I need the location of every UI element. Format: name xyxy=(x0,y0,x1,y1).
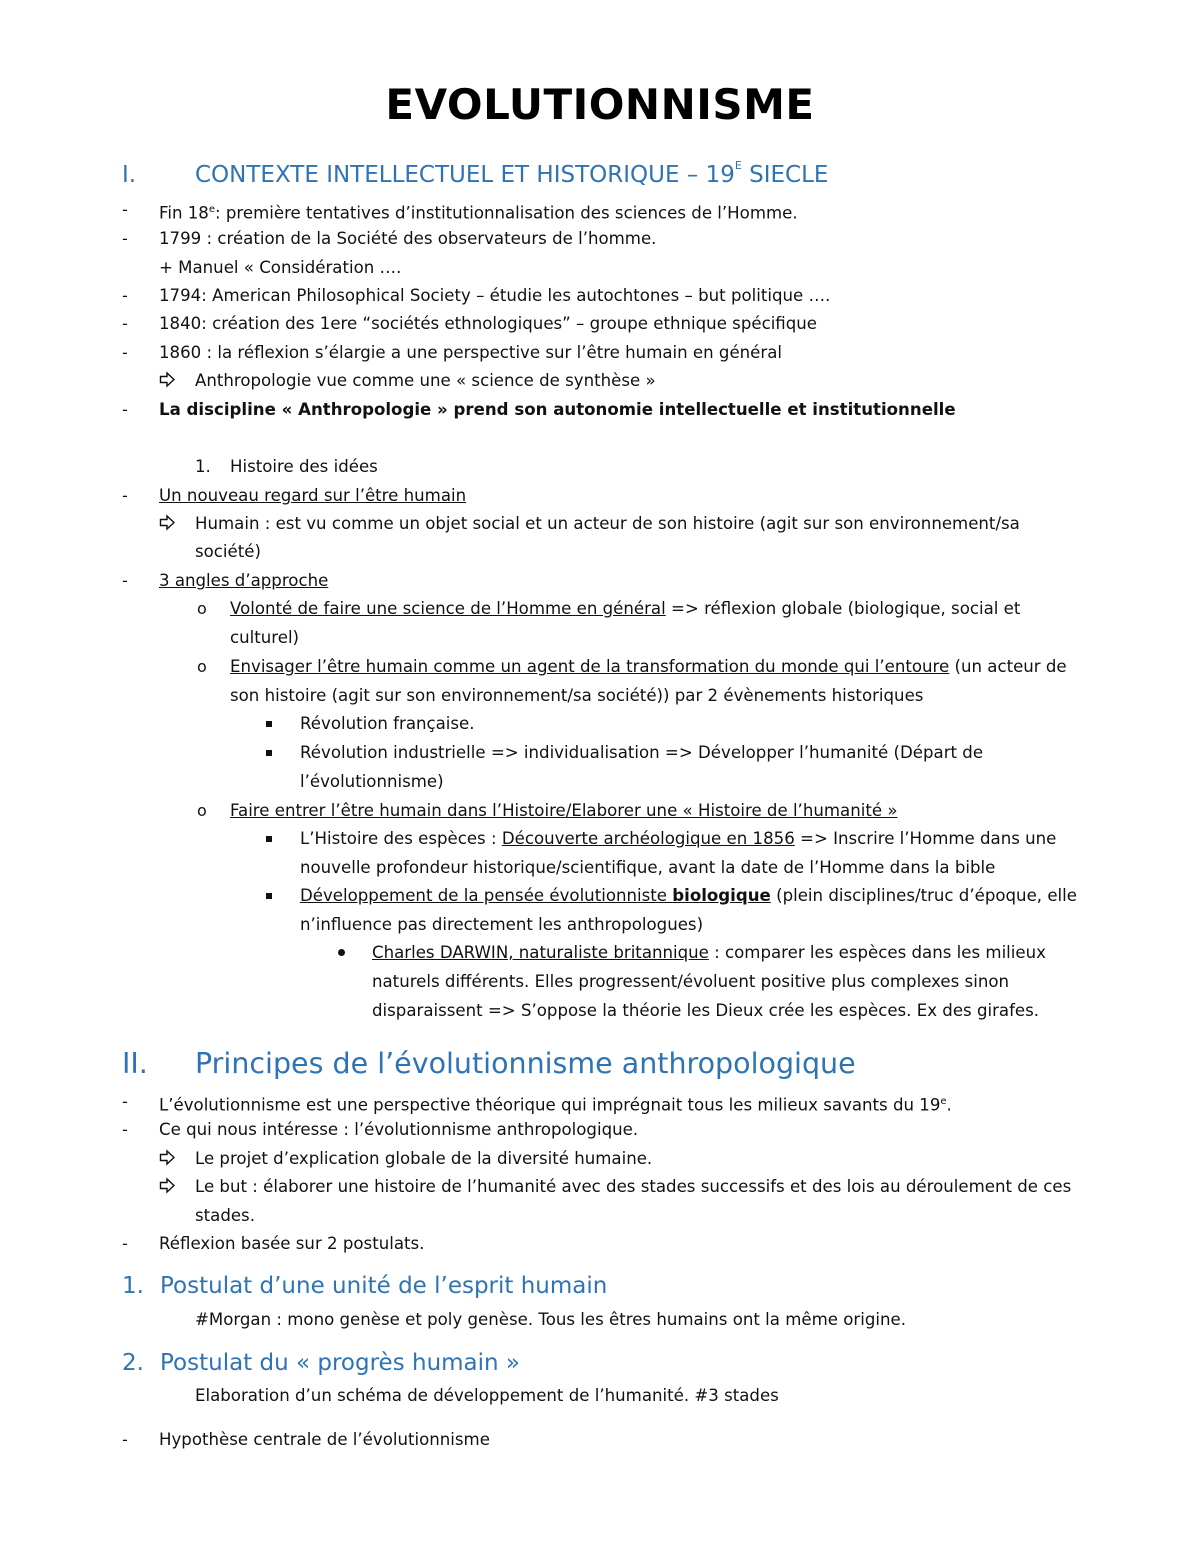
line-volonte-cont: culturel) xyxy=(230,628,300,647)
arrow-right-icon xyxy=(159,1149,176,1166)
document-title: EVOLUTIONNISME xyxy=(385,80,815,129)
line-but: Le but : élaborer une histoire de l’humanité avec des stades successifs et des lois au déroulement de ces xyxy=(195,1177,1072,1196)
dash-marker: - xyxy=(122,486,128,505)
line-ce-qui-interesse: Ce qui nous intéresse : l’évolutionnisme anthropologique. xyxy=(159,1120,639,1139)
dash-marker: - xyxy=(122,314,128,333)
arrow-right-icon xyxy=(159,371,176,388)
line-faire-entrer: Faire entrer l’être humain dans l’Histoire/Elaborer une « Histoire de l’humanité » xyxy=(230,801,898,820)
dash-marker: - xyxy=(122,1092,128,1111)
line-darwin-cont1: naturels différents. Elles progressent/évoluent positive plus complexes sinon xyxy=(372,972,1010,991)
dash-marker: - xyxy=(122,1234,128,1253)
line-1794: 1794: American Philosophical Society – étudie les autochtones – but politique …. xyxy=(159,286,831,305)
line-humain-cont: société) xyxy=(195,542,261,561)
dash-marker: - xyxy=(122,1120,128,1139)
square-bullet-icon xyxy=(266,836,272,842)
arrow-right-icon xyxy=(159,1177,176,1194)
line-darwin-cont2: disparaissent => S’oppose la théorie les Dieux crée les espèces. Ex des girafes. xyxy=(372,1001,1040,1020)
line-developpement: Développement de la pensée évolutionniste biologique (plein disciplines/truc d’époque, elle xyxy=(300,886,1077,905)
section-1-heading: CONTEXTE INTELLECTUEL ET HISTORIQUE – $19^E$ SIECLE xyxy=(195,159,829,188)
dash-marker: - xyxy=(122,200,128,219)
line-histoire-especes: L’Histoire des espèces : Découverte archéologique en 1856 => Inscrire l’Homme dans une xyxy=(300,829,1057,848)
circle-marker: o xyxy=(197,599,207,618)
postulat-1-number: 1. xyxy=(122,1273,144,1299)
postulat-1-heading: Postulat d’une unité de l’esprit humain xyxy=(160,1273,608,1299)
line-revolution-francaise: Révolution française. xyxy=(300,714,475,733)
line-manuel: + Manuel « Considération …. xyxy=(159,258,402,277)
line-nouveau-regard: Un nouveau regard sur l’être humain xyxy=(159,486,467,505)
dash-marker: - xyxy=(122,400,128,419)
square-bullet-icon xyxy=(266,750,272,756)
postulat-2-text: Elaboration d’un schéma de développement de l’humanité. #3 stades xyxy=(195,1386,779,1405)
square-bullet-icon xyxy=(266,721,272,727)
line-1860: 1860 : la réflexion s’élargie a une perspective sur l’être humain en général xyxy=(159,343,782,362)
line-hypothese: Hypothèse centrale de l’évolutionnisme xyxy=(159,1430,490,1449)
square-bullet-icon xyxy=(266,893,272,899)
postulat-2-number: 2. xyxy=(122,1350,144,1376)
line-1840: 1840: création des 1ere “sociétés ethnologiques” – groupe ethnique spécifique xyxy=(159,314,818,333)
line-darwin: Charles DARWIN, naturaliste britannique : comparer les espèces dans les milieux xyxy=(372,943,1046,962)
postulat-2-heading: Postulat du « progrès humain » xyxy=(160,1350,521,1376)
subsection-1-heading: Histoire des idées xyxy=(230,457,378,476)
round-bullet-icon xyxy=(338,949,345,956)
line-histoire-especes-cont: nouvelle profondeur historique/scientifique, avant la date de l’Homme dans la bible xyxy=(300,858,996,877)
circle-marker: o xyxy=(197,801,207,820)
line-revolution-industrielle: Révolution industrielle => individualisation => Développer l’humanité (Départ de xyxy=(300,743,984,762)
dash-marker: - xyxy=(122,229,128,248)
line-reflexion: Réflexion basée sur 2 postulats. xyxy=(159,1234,425,1253)
dash-marker: - xyxy=(122,286,128,305)
subsection-1-number: 1. xyxy=(195,457,211,476)
section-2-heading: Principes de l’évolutionnisme anthropologique xyxy=(195,1047,856,1080)
postulat-1-text: #Morgan : mono genèse et poly genèse. Tous les êtres humains ont la même origine. xyxy=(195,1310,906,1329)
line-evolutionnisme-perspective: L’évolutionnisme est une perspective théorique qui imprégnait tous les milieux savants du 19e. xyxy=(159,1095,952,1115)
line-envisager-cont: son histoire (agit sur son environnement/sa société)) par 2 évènements historiques xyxy=(230,686,924,705)
line-developpement-cont: n’influence pas directement les anthropologues) xyxy=(300,915,704,934)
dash-marker: - xyxy=(122,343,128,362)
line-1799: 1799 : création de la Société des observateurs de l’homme. xyxy=(159,229,657,248)
line-synthese: Anthropologie vue comme une « science de synthèse » xyxy=(195,371,656,390)
dash-marker: - xyxy=(122,571,128,590)
line-revolution-industrielle-cont: l’évolutionnisme) xyxy=(300,772,444,791)
line-envisager: Envisager l’être humain comme un agent de la transformation du monde qui l’entoure (un acteur de xyxy=(230,657,1067,676)
line-volonte: Volonté de faire une science de l’Homme en général => réflexion globale (biologique, social et xyxy=(230,599,1021,618)
line-humain: Humain : est vu comme un objet social et un acteur de son histoire (agit sur son environnement/sa xyxy=(195,514,1020,533)
line-projet: Le projet d’explication globale de la diversité humaine. xyxy=(195,1149,653,1168)
circle-marker: o xyxy=(197,657,207,676)
section-2-number: II. xyxy=(122,1047,148,1080)
line-3-angles: 3 angles d’approche xyxy=(159,571,329,590)
line-discipline: La discipline « Anthropologie » prend son autonomie intellectuelle et institutionnelle xyxy=(159,400,956,419)
section-1-number: I. xyxy=(122,162,137,188)
dash-marker: - xyxy=(122,1430,128,1449)
line-fin-18e: Fin 18e: première tentatives d’institutionnalisation des sciences de l’Homme. xyxy=(159,203,798,223)
arrow-right-icon xyxy=(159,514,176,531)
line-but-cont: stades. xyxy=(195,1206,255,1225)
